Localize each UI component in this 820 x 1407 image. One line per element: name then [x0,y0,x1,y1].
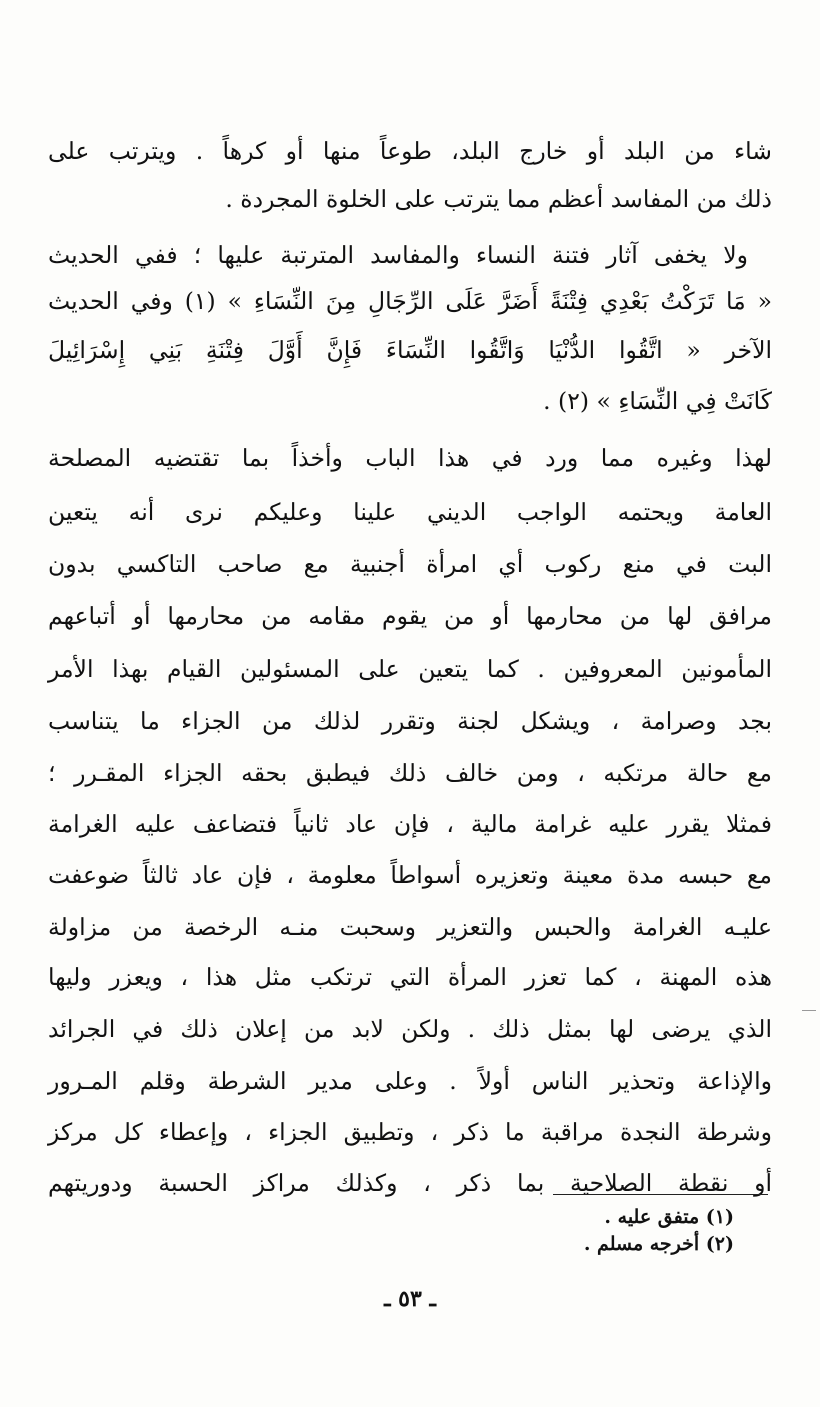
text-line-10: مرافق لها من محارمها أو من يقوم مقامه من محارمها أو أتباعهم [48,602,772,630]
text-line-16: عليـه الغرامة والحبس والتعزير وسحبت منـه الرخصة من مزاولة [48,913,772,941]
text-line-11: المأمونين المعروفين . كما يتعين على المسئولين القيام بهذا الأمر [48,655,772,683]
text-line-2: ذلك من المفاسد أعظم مما يترتب على الخلوة المجردة . [225,185,772,213]
page-number: ـ ٥٣ ـ [384,1286,436,1312]
hadith-line-1: « مَا تَرَكْتُ بَعْدِي فِتْنَةً أَضَرَّ عَلَى الرِّجَالِ مِنَ النِّسَاءِ » (١) وفي الحديث [48,287,773,315]
text-line-20: وشرطة النجدة مراقبة ما ذكر ، وتطبيق الجزاء ، وإعطاء كل مركز [48,1118,772,1146]
text-line-15: مع حبسه مدة معينة وتعزيره أسواطاً معلومة ، فإن عاد ثالثاً ضوعفت [48,861,772,889]
text-line-7: لهذا وغيره مما ورد في هذا الباب وأخذاً بما تقتضيه المصلحة [48,444,772,472]
text-line-13: مع حالة مرتكبه ، ومن خالف ذلك فيطبق بحقه الجزاء المقـرر ؛ [48,759,772,787]
text-line-3: ولا يخفى آثار فتنة النساء والمفاسد المترتبة عليها ؛ ففي الحديث [48,241,748,269]
text-line-8: العامة ويحتمه الواجب الديني علينا وعليكم نرى أنه يتعين [48,498,772,526]
text-line-1: شاء من البلد أو خارج البلد، طوعاً منها أو كرهاً . ويترتب على [48,137,772,165]
text-line-9: البت في منع ركوب أي امرأة أجنبية مع صاحب التاكسي بدون [48,550,772,578]
margin-mark [802,1010,816,1011]
text-line-21: أو نقطة الصلاحية بما ذكر ، وكذلك مراكز الحسبة ودوريتهم [48,1169,772,1197]
hadith-line-2: الآخر « اتَّقُوا الدُّنْيَا وَاتَّقُوا النِّسَاءَ فَإِنَّ أَوَّلَ فِتْنَةِ بَنِي إِسْرَائِيلَ [48,336,772,364]
footnote-1: (١) متفق عليه . [604,1206,734,1228]
footnote-2: (٢) أخرجه مسلم . [583,1233,734,1255]
text-line-19: والإذاعة وتحذير الناس أولاً . وعلى مدير الشرطة وقلم المـرور [48,1067,772,1095]
text-line-17: هذه المهنة ، كما تعزر المرأة التي ترتكب مثل هذا ، ويعزر وليها [48,963,772,991]
text-line-14: فمثلا يقرر عليه غرامة مالية ، فإن عاد ثانياً فتضاعف عليه الغرامة [48,810,772,838]
text-line-12: بجد وصرامة ، ويشكل لجنة وتقرر لذلك من الجزاء ما يتناسب [48,707,772,735]
hadith-line-3: كَانَتْ فِي النِّسَاءِ » (٢) . [543,387,772,415]
text-line-18: الذي يرضى لها بمثل ذلك . ولكن لابد من إعلان ذلك في الجرائد [48,1015,772,1043]
footnote-divider [553,1194,768,1195]
